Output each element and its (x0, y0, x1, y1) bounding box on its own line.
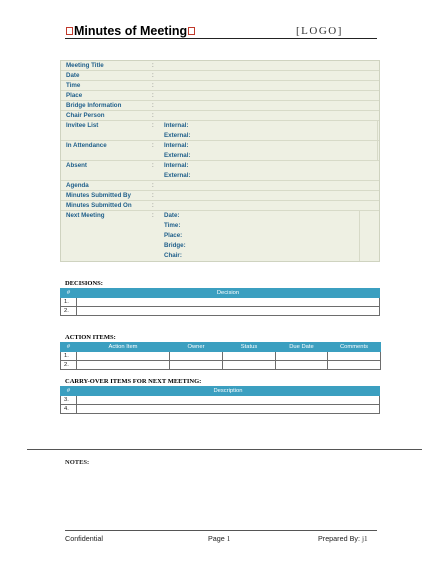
table-cell[interactable] (276, 352, 328, 361)
notes-divider (27, 449, 422, 450)
row-divider (61, 80, 379, 81)
colon: : (152, 122, 154, 129)
row-divider (61, 140, 379, 141)
page-label: Page (208, 534, 225, 543)
header-divider (65, 38, 377, 39)
colon: : (152, 192, 154, 199)
table-cell[interactable] (77, 307, 380, 316)
label-absent: Absent (66, 162, 87, 169)
label-invitee-list: Invitee List (66, 122, 99, 129)
column-header: Due Date (276, 343, 328, 352)
table-row (61, 352, 381, 361)
table-cell[interactable] (170, 352, 223, 361)
table-cell[interactable] (223, 352, 276, 361)
table-cell[interactable] (77, 298, 380, 307)
colon: : (152, 112, 154, 119)
footer-confidential: Confidential (65, 534, 103, 543)
column-header: Comments (328, 343, 381, 352)
colon: : (152, 72, 154, 79)
invitee-internal: Internal: (164, 122, 189, 129)
colon: : (152, 142, 154, 149)
document-title (65, 24, 196, 38)
label-meeting-title: Meeting Title (66, 62, 104, 69)
document-title-text: Minutes of Meeting (74, 24, 188, 38)
label-minutes-submitted-on: Minutes Submitted On (66, 202, 132, 209)
colon: : (152, 102, 154, 109)
table-row (61, 361, 381, 370)
meeting-info-table (60, 60, 380, 262)
footer-prepared-by (318, 534, 368, 543)
next-meeting-chair: Chair: (164, 252, 182, 259)
label-date: Date (66, 72, 80, 79)
table-cell[interactable] (328, 352, 381, 361)
label-chair-person: Chair Person (66, 112, 105, 119)
column-header: # (61, 343, 77, 352)
row-divider (61, 160, 379, 161)
colon: : (152, 62, 154, 69)
row-divider (61, 120, 379, 121)
preparer-name: j1 (361, 535, 368, 543)
table-row (61, 396, 380, 405)
row-number: 1. (61, 298, 77, 307)
table-header-row (61, 387, 380, 396)
next-meeting-date: Date: (164, 212, 180, 219)
table-cell[interactable] (276, 361, 328, 370)
absent-internal: Internal: (164, 162, 189, 169)
action-items-heading: ACTION ITEMS: (65, 334, 116, 341)
row-divider (61, 200, 379, 201)
colon: : (152, 82, 154, 89)
row-divider (61, 70, 379, 71)
decisions-table (60, 288, 380, 316)
colon: : (152, 182, 154, 189)
table-cell[interactable] (77, 352, 170, 361)
colon: : (152, 92, 154, 99)
next-meeting-bridge: Bridge: (164, 242, 186, 249)
column-header: Status (223, 343, 276, 352)
footer-divider (65, 530, 377, 531)
colon: : (152, 212, 154, 219)
column-header: # (61, 289, 77, 298)
footer-page (208, 534, 230, 543)
label-time: Time (66, 82, 81, 89)
next-meeting-place: Place: (164, 232, 183, 239)
table-cell[interactable] (77, 405, 380, 414)
table-header-row (61, 289, 380, 298)
label-minutes-submitted-by: Minutes Submitted By (66, 192, 131, 199)
table-row (61, 307, 380, 316)
colon: : (152, 162, 154, 169)
prepared-by-label: Prepared By: (318, 534, 360, 543)
notes-heading: NOTES: (65, 459, 90, 466)
label-bridge-information: Bridge Information (66, 102, 122, 109)
table-cell[interactable] (328, 361, 381, 370)
table-cell[interactable] (77, 361, 170, 370)
table-row (61, 298, 380, 307)
row-divider (61, 210, 379, 211)
checkbox-icon (66, 27, 73, 35)
invitee-external: External: (164, 132, 191, 139)
table-header-row (61, 343, 381, 352)
column-header: Owner (170, 343, 223, 352)
label-in-attendance: In Attendance (66, 142, 107, 149)
row-number: 2. (61, 307, 77, 316)
colon: : (152, 202, 154, 209)
row-number: 1. (61, 352, 77, 361)
logo-placeholder: [LOGO] (296, 25, 343, 37)
row-number: 2. (61, 361, 77, 370)
table-cell[interactable] (223, 361, 276, 370)
table-row (61, 405, 380, 414)
row-divider (61, 110, 379, 111)
carry-over-table (60, 386, 380, 414)
label-next-meeting: Next Meeting (66, 212, 105, 219)
row-divider (61, 90, 379, 91)
row-divider (61, 180, 379, 181)
attendance-internal: Internal: (164, 142, 189, 149)
row-number: 4. (61, 405, 77, 414)
column-header: # (61, 387, 77, 396)
decisions-heading: DECISIONS: (65, 280, 103, 287)
table-cell[interactable] (170, 361, 223, 370)
absent-external: External: (164, 172, 191, 179)
label-place: Place (66, 92, 83, 99)
row-number: 3. (61, 396, 77, 405)
carry-over-heading: CARRY-OVER ITEMS FOR NEXT MEETING: (65, 378, 202, 385)
row-divider (61, 190, 379, 191)
next-meeting-time: Time: (164, 222, 181, 229)
column-divider (359, 211, 360, 261)
column-header: Decision (77, 289, 380, 298)
column-header: Description (77, 387, 380, 396)
row-divider (61, 100, 379, 101)
attendance-external: External: (164, 152, 191, 159)
action-items-table (60, 342, 381, 370)
table-cell[interactable] (77, 396, 380, 405)
page-number: 1 (226, 535, 231, 543)
checkbox-icon (188, 27, 195, 35)
label-agenda: Agenda (66, 182, 89, 189)
column-header: Action Item (77, 343, 170, 352)
column-divider (377, 121, 378, 161)
